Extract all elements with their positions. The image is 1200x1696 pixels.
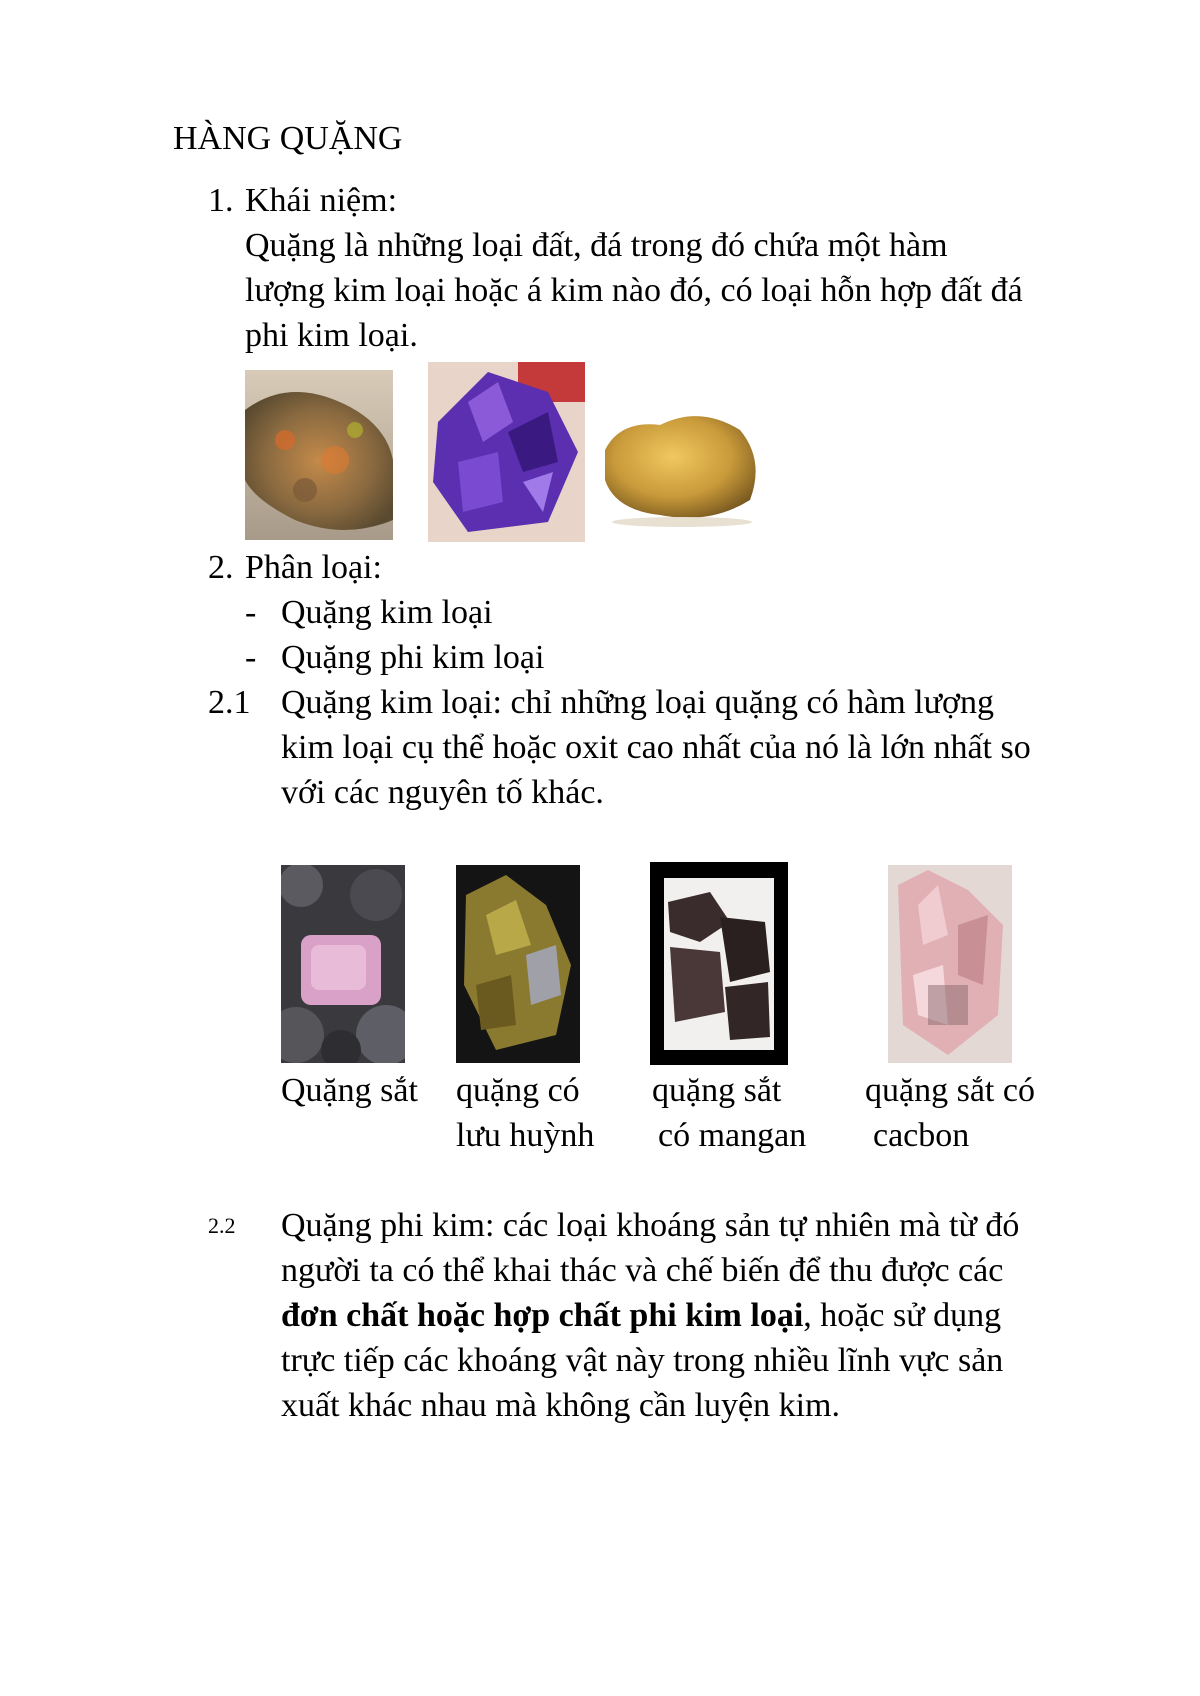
section-1-body-line-3: phi kim loại. bbox=[245, 317, 418, 354]
section-2-2-line-3 bbox=[281, 1293, 1001, 1338]
ore-photo-gold-nugget bbox=[600, 400, 765, 530]
ore-photo-manganese bbox=[650, 862, 788, 1065]
caption-2-line-2: lưu huỳnh bbox=[456, 1117, 595, 1154]
section-2-1-line-2: kim loại cụ thể hoặc oxit cao nhất của nó là lớn nhất so bbox=[281, 729, 1031, 766]
section-2-2-line-1: Quặng phi kim: các loại khoáng sản tự nhiên mà từ đó bbox=[281, 1207, 1020, 1244]
section-2-2-line-4: trực tiếp các khoáng vật này trong nhiều lĩnh vực sản bbox=[281, 1342, 1004, 1379]
ore-photo-pink-crystal bbox=[888, 865, 1012, 1063]
section-2-2-line-3-rest: , hoặc sử dụng bbox=[803, 1297, 1002, 1334]
caption-1-line-1: Quặng sắt bbox=[281, 1072, 418, 1109]
section-2-2-number: 2.2 bbox=[208, 1213, 236, 1238]
caption-4-line-1: quặng sắt có bbox=[865, 1072, 1035, 1109]
section-2-heading: Phân loại: bbox=[245, 549, 382, 586]
bullet-marker-1: - bbox=[245, 594, 257, 631]
bullet-text-1: Quặng kim loại bbox=[281, 594, 493, 631]
caption-3-line-2: có mangan bbox=[658, 1117, 807, 1154]
section-1-number: 1. bbox=[208, 182, 234, 219]
caption-4-line-2: cacbon bbox=[873, 1117, 970, 1154]
section-2-2-line-2: người ta có thể khai thác và chế biến để thu được các bbox=[281, 1252, 1004, 1289]
section-2-2-bold-term: đơn chất hoặc hợp chất phi kim loại bbox=[281, 1297, 804, 1334]
section-1-body-line-1: Quặng là những loại đất, đá trong đó chứa một hàm bbox=[245, 227, 948, 264]
caption-3-line-1: quặng sắt bbox=[652, 1072, 782, 1109]
section-1-body-line-2: lượng kim loại hoặc á kim nào đó, có loại hỗn hợp đất đá bbox=[245, 272, 1023, 309]
caption-2-line-1: quặng có bbox=[456, 1072, 580, 1109]
bullet-marker-2: - bbox=[245, 639, 257, 676]
section-2-1-line-3: với các nguyên tố khác. bbox=[281, 774, 604, 811]
section-2-1-line-1: Quặng kim loại: chỉ những loại quặng có hàm lượng bbox=[281, 684, 994, 721]
ore-photo-orange-rock bbox=[245, 370, 393, 540]
section-1-heading: Khái niệm: bbox=[245, 182, 398, 219]
section-2-number: 2. bbox=[208, 549, 234, 586]
ore-photo-amethyst bbox=[428, 362, 585, 542]
ore-photo-iron-pink-gem bbox=[281, 865, 405, 1063]
bullet-text-2: Quặng phi kim loại bbox=[281, 639, 545, 676]
page-title: HÀNG QUẶNG bbox=[173, 120, 403, 157]
ore-photo-sulfur bbox=[456, 865, 580, 1063]
section-2-1-number: 2.1 bbox=[208, 684, 251, 721]
section-2-2-line-5: xuất khác nhau mà không cần luyện kim. bbox=[281, 1387, 840, 1424]
